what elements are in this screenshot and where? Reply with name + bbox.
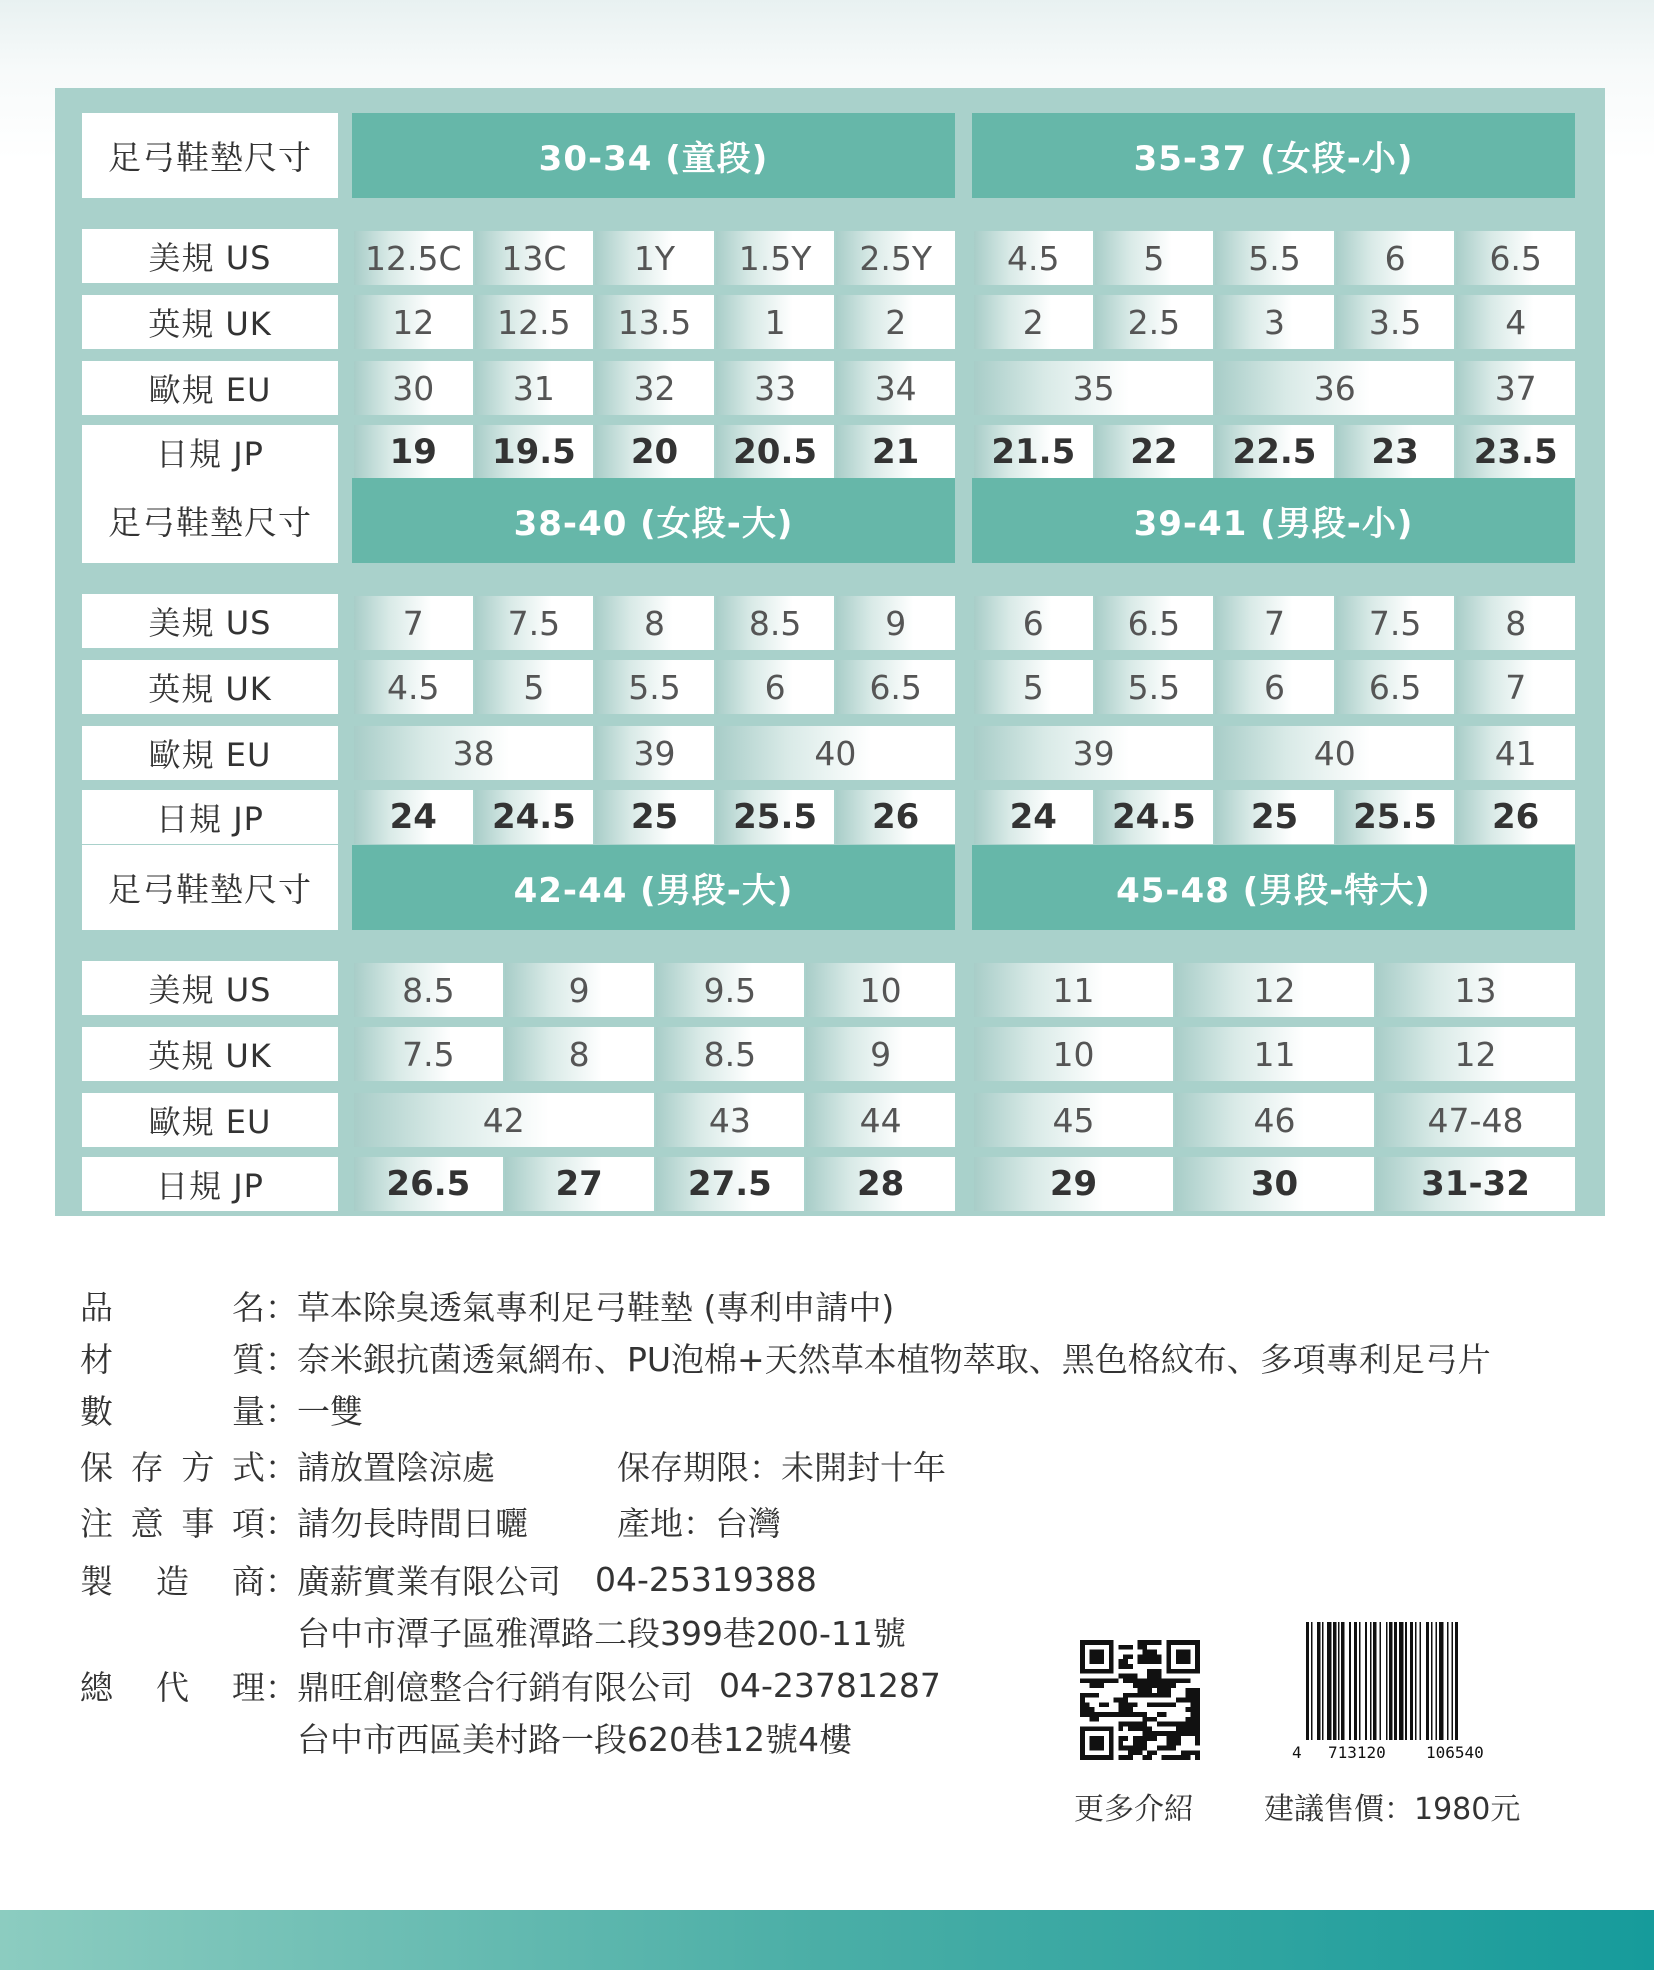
- us-size-cell: 6.5: [1095, 596, 1214, 650]
- jp-size-cell: 24.5: [475, 790, 594, 844]
- uk-size-cell: 8: [505, 1027, 654, 1081]
- jp-size-cell: 30: [1175, 1157, 1374, 1211]
- row-label-uk: 英規 UK: [82, 1027, 338, 1081]
- jp-size-cell: 22.5: [1215, 425, 1334, 479]
- us-size-cell: 13: [1376, 963, 1575, 1017]
- us-size-cell: 8.5: [716, 596, 835, 650]
- uk-size-cell: 3.5: [1336, 295, 1455, 349]
- jp-size-cell: 23.5: [1456, 425, 1575, 479]
- uk-size-cell: 3: [1215, 295, 1334, 349]
- us-size-cell: 7.5: [475, 596, 594, 650]
- jp-size-cell: 21: [836, 425, 955, 479]
- eu-size-cell: 35: [974, 361, 1213, 415]
- jp-size-cell: 31-32: [1376, 1157, 1575, 1211]
- size-group-header: 45-48 (男段-特大): [972, 845, 1575, 930]
- eu-size-cell: 45: [974, 1093, 1173, 1147]
- us-size-cell: 4.5: [974, 231, 1093, 285]
- uk-size-cell: 7.5: [354, 1027, 503, 1081]
- us-size-cell: 8: [595, 596, 714, 650]
- uk-size-cell: 5.5: [1095, 660, 1214, 714]
- eu-size-cell: 39: [974, 726, 1213, 780]
- jp-size-cell: 27: [505, 1157, 654, 1211]
- jp-size-cell: 25: [1215, 790, 1334, 844]
- eu-size-cell: 36: [1215, 361, 1454, 415]
- eu-size-cell: 33: [716, 361, 835, 415]
- jp-size-cell: 27.5: [656, 1157, 805, 1211]
- eu-size-cell: 30: [354, 361, 473, 415]
- jp-size-cell: 26: [836, 790, 955, 844]
- us-size-cell: 2.5Y: [836, 231, 955, 285]
- us-size-cell: 12: [1175, 963, 1374, 1017]
- label-caution: 注意事項: [80, 1503, 265, 1543]
- label-storage: 保存方式: [80, 1447, 265, 1487]
- jp-size-cell: 25.5: [1336, 790, 1455, 844]
- info-row-quantity: [80, 1387, 363, 1431]
- row-label-jp: 日規 JP: [82, 1157, 338, 1211]
- label-name: 品名: [80, 1287, 265, 1327]
- jp-size-cell: 25: [595, 790, 714, 844]
- value-storage: 請放置陰涼處: [297, 1447, 495, 1487]
- value-quantity: 一雙: [297, 1391, 363, 1431]
- barcode: [1286, 1622, 1526, 1762]
- qr-caption: 更多介紹: [1074, 1792, 1194, 1827]
- uk-size-cell: 12: [1376, 1027, 1575, 1081]
- manufacturer-phone: 04-25319388: [595, 1559, 817, 1599]
- jp-size-cell: 19.5: [475, 425, 594, 479]
- barcode-digit-prefix: 4: [1292, 1743, 1302, 1762]
- size-group-header: 35-37 (女段-小): [972, 113, 1575, 198]
- size-chart-row-title: 足弓鞋墊尺寸: [82, 113, 338, 198]
- value-agent: 鼎旺創億整合行銷有限公司: [297, 1667, 693, 1707]
- jp-size-cell: 24.5: [1095, 790, 1214, 844]
- uk-size-cell: 2.5: [1095, 295, 1214, 349]
- value-material: 奈米銀抗菌透氣網布、PU泡棉+天然草本植物萃取、黑色格紋布、多項專利足弓片: [297, 1339, 1491, 1379]
- barcode-digits-left: 713120: [1328, 1743, 1386, 1762]
- label-origin: 產地: [617, 1503, 683, 1543]
- uk-size-cell: 11: [1175, 1027, 1374, 1081]
- row-label-us: 美規 US: [82, 961, 338, 1015]
- agent-address: 台中市西區美村路一段620巷12號4樓: [297, 1719, 852, 1759]
- size-group-header: 39-41 (男段-小): [972, 478, 1575, 563]
- info-row-storage: [80, 1443, 946, 1487]
- eu-size-cell: 47-48: [1376, 1093, 1575, 1147]
- row-label-jp: 日規 JP: [82, 790, 338, 844]
- row-label-jp: 日規 JP: [82, 425, 338, 479]
- value-shelf-life: 未開封十年: [781, 1447, 946, 1487]
- jp-size-cell: 28: [806, 1157, 955, 1211]
- colon: ：: [265, 1287, 298, 1327]
- us-size-cell: 1Y: [595, 231, 714, 285]
- eu-size-cell: 46: [1175, 1093, 1374, 1147]
- uk-size-cell: 4: [1456, 295, 1575, 349]
- info-row-agent: [80, 1663, 941, 1707]
- uk-size-cell: 10: [974, 1027, 1173, 1081]
- us-size-cell: 10: [806, 963, 955, 1017]
- eu-size-cell: 37: [1456, 361, 1575, 415]
- colon: ：: [265, 1667, 298, 1707]
- us-size-cell: 5: [1095, 231, 1214, 285]
- row-label-uk: 英規 UK: [82, 295, 338, 349]
- eu-size-cell: 31: [475, 361, 594, 415]
- us-size-cell: 9.5: [656, 963, 805, 1017]
- manufacturer-address: 台中市潭子區雅潭路二段399巷200-11號: [297, 1613, 906, 1653]
- uk-size-cell: 6.5: [1336, 660, 1455, 714]
- size-group-header: 38-40 (女段-大): [352, 478, 955, 563]
- jp-size-cell: 19: [354, 425, 473, 479]
- eu-size-cell: 39: [595, 726, 714, 780]
- colon: ：: [683, 1503, 716, 1543]
- uk-size-cell: 7: [1456, 660, 1575, 714]
- uk-size-cell: 6: [1215, 660, 1334, 714]
- jp-size-cell: 26.5: [354, 1157, 503, 1211]
- info-row-caution: [80, 1499, 781, 1543]
- label-agent: 總代理: [80, 1667, 265, 1707]
- colon: ：: [265, 1503, 298, 1543]
- uk-size-cell: 5: [475, 660, 594, 714]
- jp-size-cell: 21.5: [974, 425, 1093, 479]
- us-size-cell: 13C: [475, 231, 594, 285]
- uk-size-cell: 2: [836, 295, 955, 349]
- row-label-us: 美規 US: [82, 229, 338, 283]
- us-size-cell: 7: [1215, 596, 1334, 650]
- label-shelf-life: 保存期限: [617, 1447, 749, 1487]
- info-row-manufacturer: [80, 1557, 817, 1601]
- jp-size-cell: 25.5: [716, 790, 835, 844]
- info-row-name: [80, 1283, 894, 1327]
- uk-size-cell: 12: [354, 295, 473, 349]
- eu-size-cell: 42: [354, 1093, 654, 1147]
- row-label-us: 美規 US: [82, 594, 338, 648]
- us-size-cell: 6: [974, 596, 1093, 650]
- us-size-cell: 7: [354, 596, 473, 650]
- value-origin: 台灣: [715, 1503, 781, 1543]
- uk-size-cell: 5: [974, 660, 1093, 714]
- eu-size-cell: 43: [656, 1093, 805, 1147]
- uk-size-cell: 8.5: [656, 1027, 805, 1081]
- jp-size-cell: 23: [1336, 425, 1455, 479]
- us-size-cell: 7.5: [1336, 596, 1455, 650]
- jp-size-cell: 20: [595, 425, 714, 479]
- uk-size-cell: 6.5: [836, 660, 955, 714]
- info-row-manufacturer-address: [297, 1609, 906, 1653]
- uk-size-cell: 13.5: [595, 295, 714, 349]
- colon: ：: [265, 1561, 298, 1601]
- size-chart-row-title: 足弓鞋墊尺寸: [82, 845, 338, 930]
- us-size-cell: 8.5: [354, 963, 503, 1017]
- row-label-eu: 歐規 EU: [82, 361, 338, 415]
- eu-size-cell: 41: [1456, 726, 1575, 780]
- uk-size-cell: 1: [716, 295, 835, 349]
- eu-size-cell: 40: [716, 726, 955, 780]
- info-row-material: [80, 1335, 1491, 1379]
- label-quantity: 數量: [80, 1391, 265, 1431]
- eu-size-cell: 32: [595, 361, 714, 415]
- info-row-agent-address: [297, 1715, 852, 1759]
- us-size-cell: 5.5: [1215, 231, 1334, 285]
- label-manufacturer: 製造商: [80, 1561, 265, 1601]
- bottom-color-band: [0, 1910, 1654, 1970]
- us-size-cell: 6: [1336, 231, 1455, 285]
- eu-size-cell: 44: [806, 1093, 955, 1147]
- barcode-digits-right: 106540: [1426, 1743, 1484, 1762]
- label-material: 材質: [80, 1339, 265, 1379]
- uk-size-cell: 6: [716, 660, 835, 714]
- jp-size-cell: 20.5: [716, 425, 835, 479]
- row-label-eu: 歐規 EU: [82, 1093, 338, 1147]
- uk-size-cell: 5.5: [595, 660, 714, 714]
- size-group-header: 30-34 (童段): [352, 113, 955, 198]
- colon: ：: [749, 1447, 782, 1487]
- colon: ：: [265, 1339, 298, 1379]
- row-label-uk: 英規 UK: [82, 660, 338, 714]
- uk-size-cell: 2: [974, 295, 1093, 349]
- colon: ：: [265, 1447, 298, 1487]
- jp-size-cell: 26: [1456, 790, 1575, 844]
- agent-phone: 04-23781287: [719, 1665, 941, 1705]
- us-size-cell: 11: [974, 963, 1173, 1017]
- size-chart-row-title: 足弓鞋墊尺寸: [82, 478, 338, 563]
- eu-size-cell: 34: [836, 361, 955, 415]
- value-caution: 請勿長時間日曬: [297, 1503, 528, 1543]
- jp-size-cell: 29: [974, 1157, 1173, 1211]
- size-chart-panel: [55, 88, 1605, 1216]
- qr-code[interactable]: [1080, 1640, 1200, 1760]
- jp-size-cell: 22: [1095, 425, 1214, 479]
- jp-size-cell: 24: [354, 790, 473, 844]
- eu-size-cell: 40: [1215, 726, 1454, 780]
- value-manufacturer: 廣薪實業有限公司: [297, 1561, 561, 1601]
- us-size-cell: 1.5Y: [716, 231, 835, 285]
- price-label: 建議售價：1980元: [1264, 1792, 1521, 1827]
- us-size-cell: 9: [505, 963, 654, 1017]
- jp-size-cell: 24: [974, 790, 1093, 844]
- value-name: 草本除臭透氣專利足弓鞋墊 (專利申請中): [297, 1287, 895, 1327]
- us-size-cell: 12.5C: [354, 231, 473, 285]
- size-group-header: 42-44 (男段-大): [352, 845, 955, 930]
- us-size-cell: 9: [836, 596, 955, 650]
- uk-size-cell: 4.5: [354, 660, 473, 714]
- barcode-bars: [1306, 1622, 1458, 1740]
- uk-size-cell: 9: [806, 1027, 955, 1081]
- uk-size-cell: 12.5: [475, 295, 594, 349]
- us-size-cell: 8: [1456, 596, 1575, 650]
- us-size-cell: 6.5: [1456, 231, 1575, 285]
- colon: ：: [265, 1391, 298, 1431]
- row-label-eu: 歐規 EU: [82, 726, 338, 780]
- eu-size-cell: 38: [354, 726, 593, 780]
